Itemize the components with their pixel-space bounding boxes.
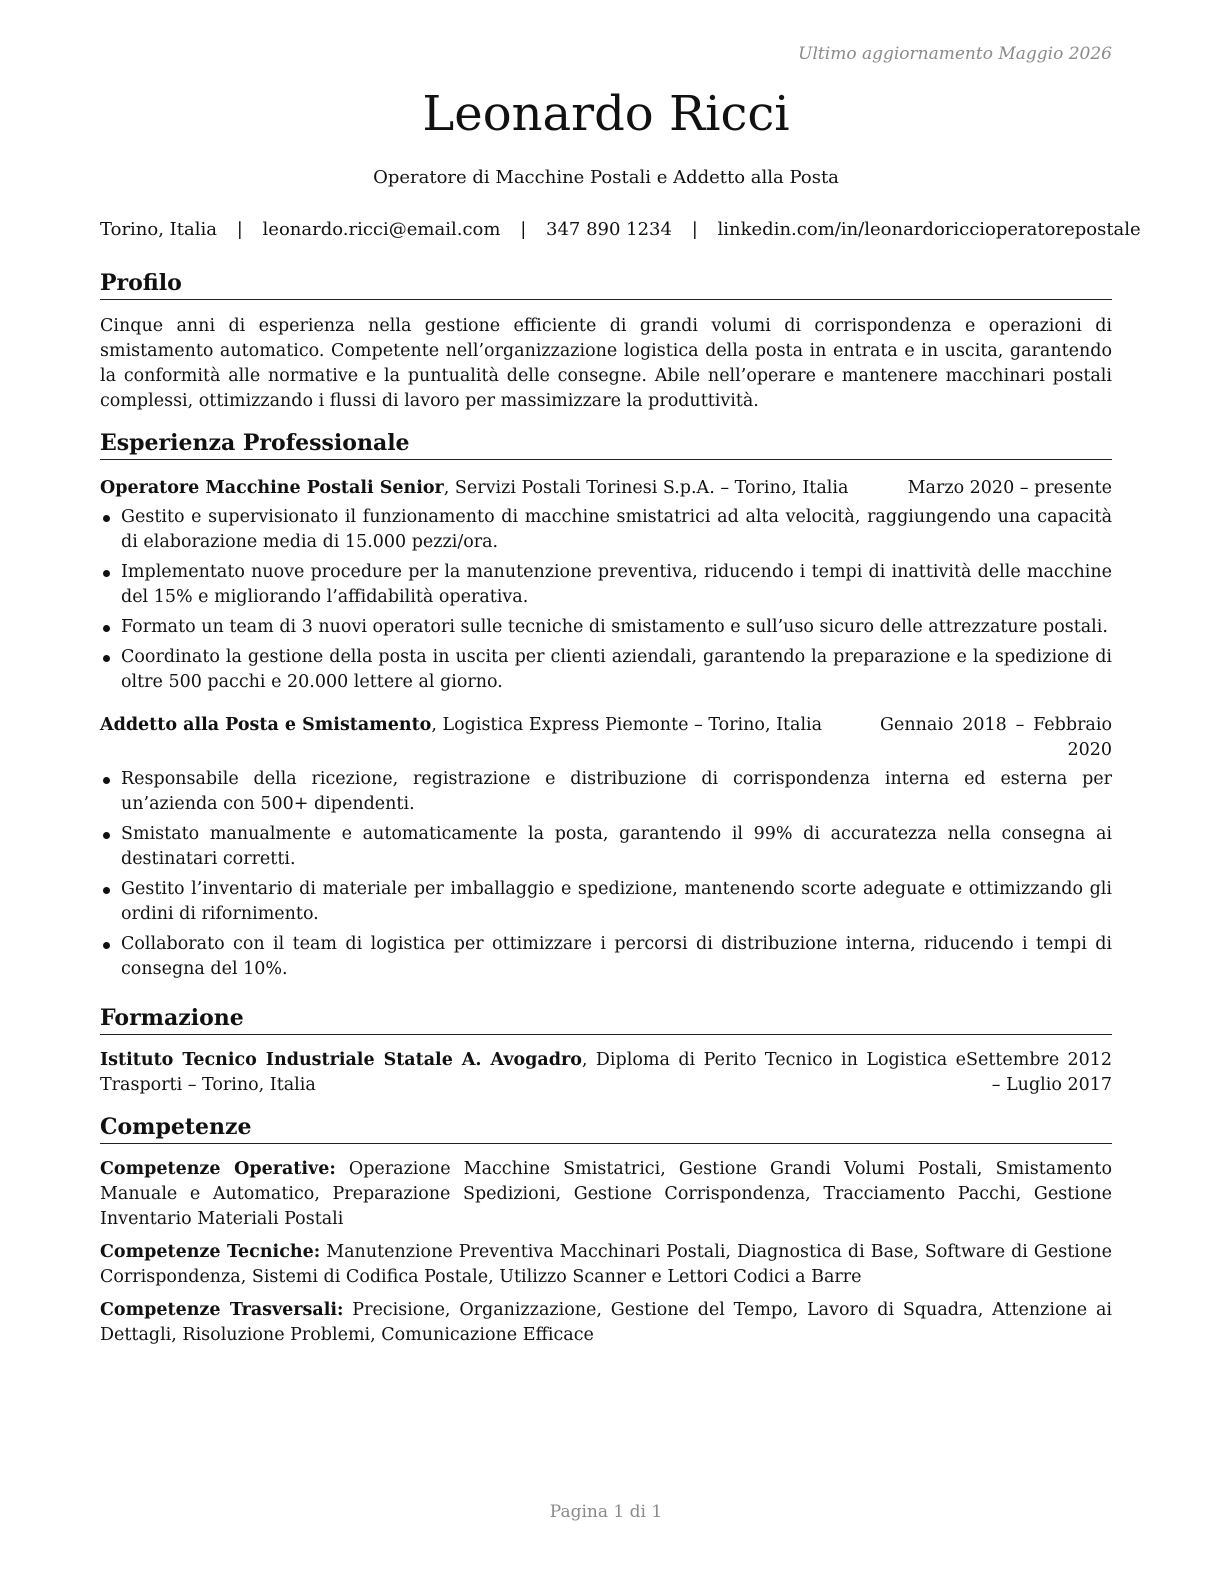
contact-separator: |	[236, 219, 243, 240]
skill-label: Competenze Operative:	[100, 1158, 336, 1179]
job-bullets	[100, 767, 1112, 982]
job-dates: Gennaio 2018 – Febbraio 2020	[880, 714, 1112, 760]
resume-page	[100, 0, 1141, 1584]
skill-group	[100, 1240, 1112, 1290]
skill-text: Precisione, Organizzazione, Gestione del Tempo, Lavoro di Squadra, Attenzione ai Dettagli, Risoluzione Problemi, Comunicazione Efficace	[100, 1299, 1112, 1345]
job-company: , Logistica Express Piemonte – Torino, Italia	[431, 714, 823, 735]
profile-section	[100, 269, 1112, 414]
contact-line	[100, 219, 1141, 240]
contact-separator: |	[691, 219, 698, 240]
education-entry	[100, 1048, 1112, 1098]
skill-text: Operazione Macchine Smistatrici, Gestione Grandi Volumi Postali, Smistamento Manuale e Automatico, Preparazione Spedizioni, Gestione Corrispondenza, Tracciamento Pacchi, Gestione Inventario Materiali Postali	[100, 1158, 1112, 1229]
profile-text: Cinque anni di esperienza nella gestione efficiente di grandi volumi di corrispondenza e operazioni di smistamento automatico. Competente nell’organizzazione logistica della posta in entrata e in uscita, garantendo la conformità alle normative e la puntualità delle consegne. Abile nell’operare e mantenere macchinari postali complessi, ottimizzando i flussi di lavoro per massimizzare la produttività.	[100, 315, 1112, 411]
job-bullets	[100, 505, 1112, 695]
job-header	[100, 713, 1112, 763]
job-role-company	[100, 476, 908, 501]
school-name: Istituto Tecnico Industriale Statale A. Avogadro	[100, 1049, 582, 1070]
candidate-name: Leonardo Ricci	[422, 86, 790, 142]
contact-email[interactable]: leonardo.ricci@email.com	[262, 219, 501, 240]
education-section	[100, 1004, 1112, 1098]
list-item: Coordinato la gestione della posta in uscita per clienti aziendali, garantendo la preparazione e la spedizione di oltre 500 pacchi e 20.000 lettere al giorno.	[100, 645, 1112, 695]
education-dates: Settembre 2012 – Luglio 2017	[966, 1049, 1112, 1095]
job-role-company	[100, 713, 880, 738]
skill-group	[100, 1157, 1112, 1232]
skill-group	[100, 1298, 1112, 1348]
contact-location: Torino, Italia	[100, 219, 217, 240]
list-item: Implementato nuove procedure per la manutenzione preventiva, riducendo i tempi di inattività delle macchine del 15% e migliorando l’affidabilità operativa.	[100, 560, 1112, 610]
experience-section	[100, 429, 1112, 987]
job-dates: Marzo 2020 – presente	[907, 477, 1112, 498]
job-header	[100, 476, 1112, 501]
job-title: Operatore di Macchine Postali e Addetto alla Posta	[373, 167, 839, 188]
list-item: Smistato manualmente e automaticamente la posta, garantendo il 99% di accuratezza nella consegna ai destinatari corretti.	[100, 822, 1112, 872]
section-title-skills: Competenze	[100, 1113, 1112, 1144]
job-role: Addetto alla Posta e Smistamento	[100, 714, 432, 735]
skills-list	[100, 1157, 1112, 1348]
job-company: , Servizi Postali Torinesi S.p.A. – Torino, Italia	[443, 477, 849, 498]
list-item: Formato un team di 3 nuovi operatori sulle tecniche di smistamento e sull’uso sicuro delle attrezzature postali.	[100, 615, 1112, 640]
list-item: Responsabile della ricezione, registrazione e distribuzione di corrispondenza interna ed esterna per un’azienda con 500+ dipendenti.	[100, 767, 1112, 817]
section-title-experience: Esperienza Professionale	[100, 429, 1112, 460]
job-role: Operatore Macchine Postali Senior	[100, 477, 444, 498]
page-number: Pagina 1 di 1	[549, 1502, 663, 1522]
section-title-profile: Profilo	[100, 269, 1112, 300]
contact-separator: |	[520, 219, 527, 240]
skill-label: Competenze Tecniche:	[100, 1241, 321, 1262]
contact-linkedin[interactable]: linkedin.com/in/leonardoriccioperatorepostale	[717, 219, 1141, 240]
education-school	[100, 1048, 966, 1098]
contact-phone[interactable]: 347 890 1234	[546, 219, 672, 240]
list-item: Gestito l’inventario di materiale per imballaggio e spedizione, mantenendo scorte adeguate e ottimizzando gli ordini di rifornimento.	[100, 877, 1112, 927]
job-entry	[100, 476, 1112, 695]
school-detail: , Diploma di Perito Tecnico in Logistica e Trasporti – Torino, Italia	[100, 1049, 966, 1095]
list-item: Collaborato con il team di logistica per ottimizzare i percorsi di distribuzione interna, riducendo i tempi di consegna del 10%.	[100, 932, 1112, 982]
list-item: Gestito e supervisionato il funzionamento di macchine smistatrici ad alta velocità, raggiungendo una capacità di elaborazione media di 15.000 pezzi/ora.	[100, 505, 1112, 555]
job-entry	[100, 713, 1112, 982]
skill-text: Manutenzione Preventiva Macchinari Postali, Diagnostica di Base, Software di Gestione Corrispondenza, Sistemi di Codifica Postale, Utilizzo Scanner e Lettori Codici a Barre	[100, 1241, 1112, 1287]
skills-section	[100, 1113, 1112, 1356]
skill-label: Competenze Trasversali:	[100, 1299, 344, 1320]
section-title-education: Formazione	[100, 1004, 1112, 1035]
last-updated-note: Ultimo aggiornamento Maggio 2026	[798, 44, 1112, 64]
